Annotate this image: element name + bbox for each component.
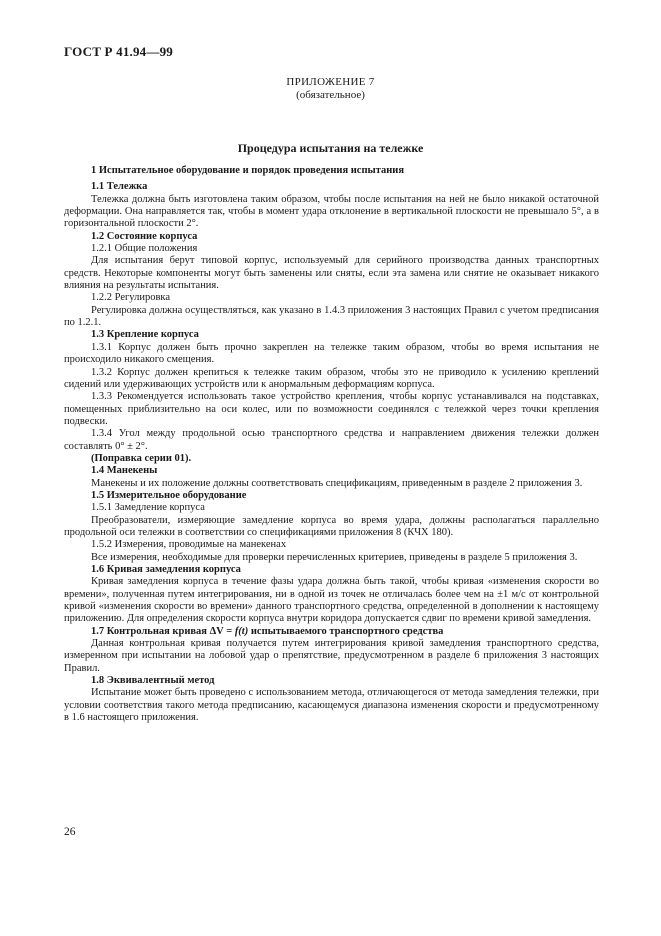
section-1-7-formula: f(t) — [234, 625, 249, 637]
document-title: Процедура испытания на тележке — [237, 141, 424, 155]
page-number: 26 — [64, 826, 76, 838]
section-1-heading: 1 Испытательное оборудование и порядок проведения испытания — [91, 165, 405, 176]
section-1-5-heading: 1.5 Измерительное оборудование — [91, 489, 247, 501]
section-1-3-4-text: 1.3.4 Угол между продольной осью транспортного средства и направлением движения тележки должен составлять 0° ± 2°. — [64, 428, 599, 452]
section-1-2-1-text: Для испытания берут типовой корпус, используемый для серийного производства данных транспортных средств. Некоторые компоненты могут быть заменены или сняты, если эта замена или снятие не оказывает никакого влияния на результаты испытания. — [64, 255, 599, 292]
section-1-6-text: Кривая замедления корпуса в течение фазы удара должна быть такой, чтобы кривая «изменения скорости во времени», полученная путем интегрирования, ни в одной из точек не отличалась более чем на ±1 м/с от контрольной кривой «изменения скорости во времени» данного транспортного средства, определенной в дополнении к настоящему приложению. Для определения скорости корпуса внутри коридора допускается сдвиг по времени кривой замедления. — [64, 576, 599, 625]
section-1-6-heading: 1.6 Кривая замедления корпуса — [91, 564, 241, 575]
section-1-2-2-text: Регулировка должна осуществляться, как указано в 1.4.3 приложения 3 настоящих Правил с учетом предписания по 1.2.1. — [64, 304, 599, 329]
document-body — [64, 165, 599, 724]
section-1-7-heading-post: испытываемого транспортного средства — [248, 625, 444, 637]
section-1-2-heading: 1.2 Состояние корпуса — [91, 230, 198, 242]
section-1-2-2-title: 1.2.2 Регулировка — [91, 292, 171, 304]
section-1-7-heading — [64, 626, 599, 638]
section-1-3-2-text: 1.3.2 Корпус должен крепиться к тележке таким образом, чтобы это не приводило к усилению креплений сидений или удерживающих устройств или к анормальным деформациям корпуса. — [64, 366, 599, 390]
section-1-4-text: Манекены и их положение должны соответствовать спецификациям, приведенным в разделе 2 приложения 3. — [91, 477, 583, 489]
section-1-2-1-title: 1.2.1 Общие положения — [91, 243, 198, 255]
section-1-1-text: Тележка должна быть изготовлена таким образом, чтобы после испытания на ней не было никакой остаточной деформации. Она направляется так, чтобы в момент удара отклонение в вертикальной плоскости не превышало 5°, а в горизонтальной плоскости 2°. — [64, 193, 599, 230]
section-1-8-heading: 1.8 Эквивалентный метод — [91, 675, 215, 687]
section-1-4-heading: 1.4 Манекены — [91, 465, 158, 477]
section-1-7-heading-pre: 1.7 Контрольная кривая ΔV = — [91, 625, 235, 637]
annex-status: (обязательное) — [296, 89, 365, 101]
section-1-8-text: Испытание может быть проведено с использованием метода, отличающегося от метода замедления тележки, при условии соответствия такого метода предписанию, касающемуся диапазона изменения скорости и предусмотренному в 1.6 настоящего приложения. — [64, 687, 599, 724]
document-code: ГОСТ Р 41.94—99 — [64, 44, 173, 59]
section-1-5-1-text: Преобразователи, измеряющие замедление корпуса во время удара, должны располагаться параллельно продольной оси тележки в соответствии со спецификациями приложения 8 (КЧХ 180). — [64, 514, 599, 538]
section-1-5-2-title: 1.5.2 Измерения, проводимые на манекенах — [91, 539, 287, 551]
amendment-note: (Поправка серии 01). — [91, 452, 192, 464]
section-1-5-1-title: 1.5.1 Замедление корпуса — [91, 502, 205, 514]
annex-title: ПРИЛОЖЕНИЕ 7 — [286, 76, 375, 88]
section-1-3-1-text: 1.3.1 Корпус должен быть прочно закреплен на тележке таким образом, чтобы во время испытания не происходило никакого смещения. — [64, 341, 599, 366]
section-1-3-heading: 1.3 Крепление корпуса — [91, 329, 199, 341]
section-1-7-text: Данная контрольная кривая получается путем интегрирования кривой замедления транспортного средства, измеренном при испытании на лобовой удар о препятствие, предусмотренном в разделе 6 приложения 3 настоящих Правил. — [64, 638, 599, 674]
section-1-5-2-text: Все измерения, необходимые для проверки перечисленных критериев, приведены в разделе 5 приложения 3. — [91, 551, 578, 563]
section-1-1-heading: 1.1 Тележка — [91, 181, 148, 193]
section-1-3-3-text: 1.3.3 Рекомендуется использовать такое устройство крепления, чтобы корпус устанавливался на подставках, помещенных приблизительно на оси колес, или по возможности соединялся с тележкой через точки крепления подвески. — [64, 391, 599, 427]
